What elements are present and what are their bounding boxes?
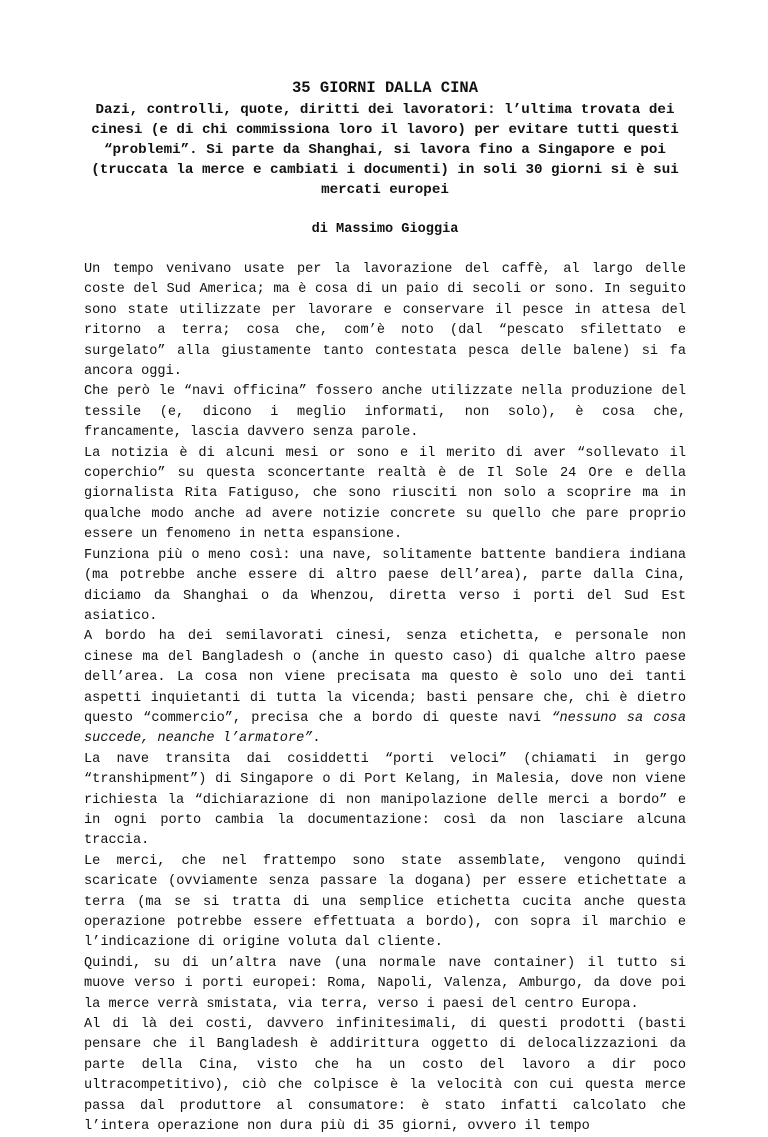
paragraph: Quindi, su di un’altra nave (una normale nave container) il tutto si muove verso i porti europei: Roma, Napoli, Valenza, Amburgo, da dove poi la merce verrà smistata, via terra, verso i paesi del centro Europa.: [84, 955, 686, 1012]
quote-text: “nessuno sa cosa succede, neanche l’armatore”: [84, 710, 686, 747]
paragraph-text: A bordo ha dei semilavorati cinesi, senza etichetta, e personale non cinese ma del Bangladesh o (anche in questo caso) di qualche altro paese dell’area. La cosa non viene precisata ma questo è solo uno dei tanti aspetti inquietanti di tutta la vicenda; basti pensare che, chi è dietro questo “commercio”, precisa che a bordo di queste navi: [84, 629, 686, 726]
paragraph: Al di là dei costi, davvero infinitesimali, di questi prodotti (basti pensare che il Bangladesh è addirittura oggetto di delocalizzazioni da parte della Cina, visto che ha un costo del lavoro a dir poco ultracompetitivo), ciò che colpisce è la velocità con cui questa merce passa dal produttore al consumatore: è stato infatti calcolato che l’intera operazione non dura più di 35 giorni, ovvero il tempo: [84, 1017, 686, 1135]
paragraph: Funziona più o meno così: una nave, solitamente battente bandiera indiana (ma potrebbe anche essere di altro paese dell’area), parte dalla Cina, diciamo da Shanghai o da Whenzou, diretta verso i porti del Sud Est asiatico.: [84, 547, 686, 624]
article-title: 35 GIORNI DALLA CINA: [291, 79, 479, 97]
paragraph: Le merci, che nel frattempo sono state assemblate, vengono quindi scaricate (ovviamente senza passare la dogana) per essere etichettate a terra (ma se si tratta di una semplice etichetta cucita anche questa operazione potrebbe essere effettuata a bordo), con sopra il marchio e l’indicazione di origine voluta dal cliente.: [84, 853, 686, 951]
paragraph: La nave transita dai cosiddetti “porti veloci” (chiamati in gergo “transhipment”) di Singapore o di Port Kelang, in Malesia, dove non viene richiesta la “dichiarazione di non manipolazione delle merci a bordo” e in ogni porto cambia la documentazione: così da non lasciare alcuna traccia.: [84, 751, 686, 849]
document-page: [84, 78, 686, 1137]
quote-end: .: [312, 731, 321, 747]
paragraph: Un tempo venivano usate per la lavorazione del caffè, al largo delle coste del Sud America; ma è cosa di un paio di secoli or sono. In seguito sono state utilizzate per lavorare e conservare il pesce in attesa del ritorno a terra; cosa che, com’è noto (dal “pescato sfilettato e surgelato” alla giustamente tanto contestata pesca delle balene) si fa ancora oggi.: [84, 262, 686, 380]
paragraph: Che però le “navi officina” fossero anche utilizzate nella produzione del tessile (e, dicono i meglio informati, non solo), è cosa che, francamente, lascia davvero senza parole.: [84, 384, 686, 441]
paragraph-with-quote: [84, 627, 686, 749]
article-author: di Massimo Gioggia: [311, 222, 459, 237]
article-body: [84, 260, 686, 1137]
paragraph: La notizia è di alcuni mesi or sono e il merito di aver “sollevato il coperchio” su questa sconcertante realtà è de Il Sole 24 Ore e della giornalista Rita Fatiguso, che sono riusciti non solo a scoprire ma in qualche modo anche ad avere notizie concrete su quello che pare proprio essere un fenomeno in netta espansione.: [84, 445, 686, 543]
article-subtitle: Dazi, controlli, quote, diritti dei lavoratori: l’ultima trovata dei cinesi (e di chi commissiona loro il lavoro) per evitare tutti questi “problemi”. Si parte da Shanghai, si lavora fino a Singapore e poi (truccata la merce e cambiati i documenti) in soli 30 giorni si è sui mercati europei: [91, 102, 679, 198]
